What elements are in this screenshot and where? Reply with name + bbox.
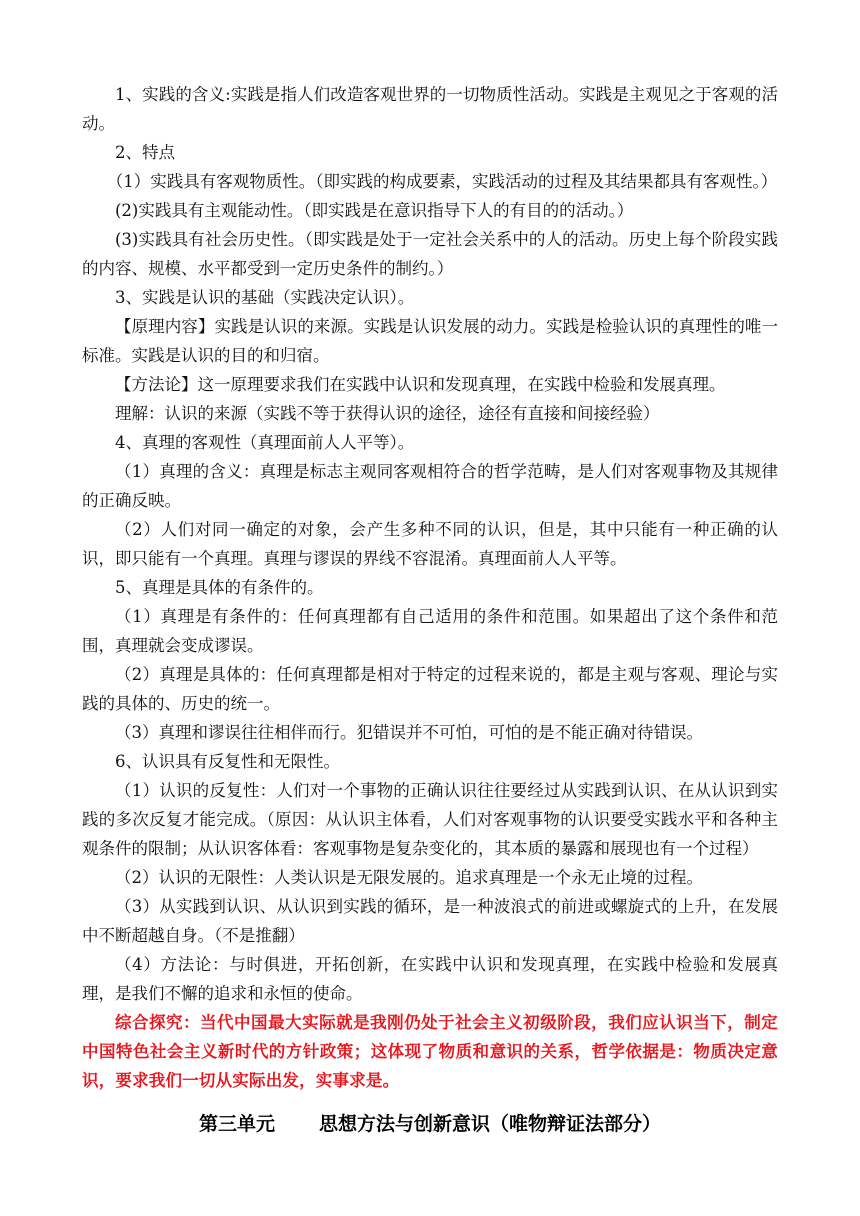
section-heading bbox=[82, 1109, 778, 1139]
paragraph-19: （2）认识的无限性：人类认识是无限发展的。追求真理是一个永无止境的过程。 bbox=[115, 868, 703, 887]
paragraph-12: （2）人们对同一确定的对象，会产生多种不同的认识，但是，其中只能有一种正确的认识，即只能有一个真理。真理与谬误的界线不容混淆。真理面前人人平等。 bbox=[82, 520, 778, 568]
paragraph-13: 5、真理是具体的有条件的。 bbox=[115, 578, 324, 597]
paragraph-3: （1）实践具有客观物质性。（即实践的构成要素，实践活动的过程及其结果都具有客观性。） bbox=[106, 172, 778, 191]
comprehensive-inquiry: 综合探究：当代中国最大实际就是我刚仍处于社会主义初级阶段，我们应认识当下，制定中国特色社会主义新时代的方针政策；这体现了物质和意识的关系，哲学依据是：物质决定意识，要求我们一切从实际出发，实事求是。 bbox=[82, 1013, 778, 1090]
paragraph-2: 2、特点 bbox=[115, 143, 175, 162]
paragraph-9: 理解：认识的来源（实践不等于获得认识的途径，途径有直接和间接经验） bbox=[115, 404, 660, 423]
unit-title: 思想方法与创新意识（唯物辩证法部分） bbox=[319, 1113, 662, 1135]
paragraph-4: (2)实践具有主观能动性。（即实践是在意识指导下人的有目的的活动。） bbox=[115, 201, 634, 220]
paragraph-10: 4、真理的客观性（真理面前人人平等）。 bbox=[115, 433, 415, 452]
body-text bbox=[82, 80, 778, 1008]
paragraph-7: 【原理内容】实践是认识的来源。实践是认识发展的动力。实践是检验认识的真理性的唯一标准。实践是认识的目的和归宿。 bbox=[82, 317, 778, 365]
paragraph-20: （3）从实践到认识、从认识到实践的循环，是一种波浪式的前进或螺旋式的上升，在发展中不断超越自身。（不是推翻） bbox=[82, 897, 778, 945]
paragraph-8: 【方法论】这一原理要求我们在实践中认识和发现真理，在实践中检验和发展真理。 bbox=[115, 375, 726, 394]
paragraph-11: （1）真理的含义：真理是标志主观同客观相符合的哲学范畴，是人们对客观事物及其规律的正确反映。 bbox=[82, 462, 778, 510]
unit-label: 第三单元 bbox=[198, 1113, 275, 1135]
paragraph-1: 1、实践的含义:实践是指人们改造客观世界的一切物质性活动。实践是主观见之于客观的活动。 bbox=[82, 85, 778, 133]
paragraph-15: （2）真理是具体的：任何真理都是相对于特定的过程来说的，都是主观与客观、理论与实践的具体的、历史的统一。 bbox=[82, 665, 778, 713]
paragraph-18: （1）认识的反复性：人们对一个事物的正确认识往往要经过从实践到认识、在从认识到实践的多次反复才能完成。（原因：从认识主体看，人们对客观事物的认识要受实践水平和各种主观条件的限制；从认识客体看：客观事物是复杂变化的，其本质的暴露和展现也有一个过程） bbox=[82, 781, 778, 858]
paragraph-16: （3）真理和谬误往往相伴而行。犯错误并不可怕，可怕的是不能正确对待错误。 bbox=[115, 723, 703, 742]
document-page bbox=[82, 80, 778, 1139]
paragraph-14: （1）真理是有条件的：任何真理都有自己适用的条件和范围。如果超出了这个条件和范围，真理就会变成谬误。 bbox=[82, 607, 778, 655]
paragraph-17: 6、认识具有反复性和无限性。 bbox=[115, 752, 340, 771]
paragraph-6: 3、实践是认识的基础（实践决定认识）。 bbox=[115, 288, 415, 307]
paragraph-21: （4）方法论：与时俱进，开拓创新，在实践中认识和发现真理，在实践中检验和发展真理，是我们不懈的追求和永恒的使命。 bbox=[82, 955, 778, 1003]
paragraph-5: (3)实践具有社会历史性。（即实践是处于一定社会关系中的人的活动。历史上每个阶段实践的内容、规模、水平都受到一定历史条件的制约。） bbox=[82, 230, 778, 278]
